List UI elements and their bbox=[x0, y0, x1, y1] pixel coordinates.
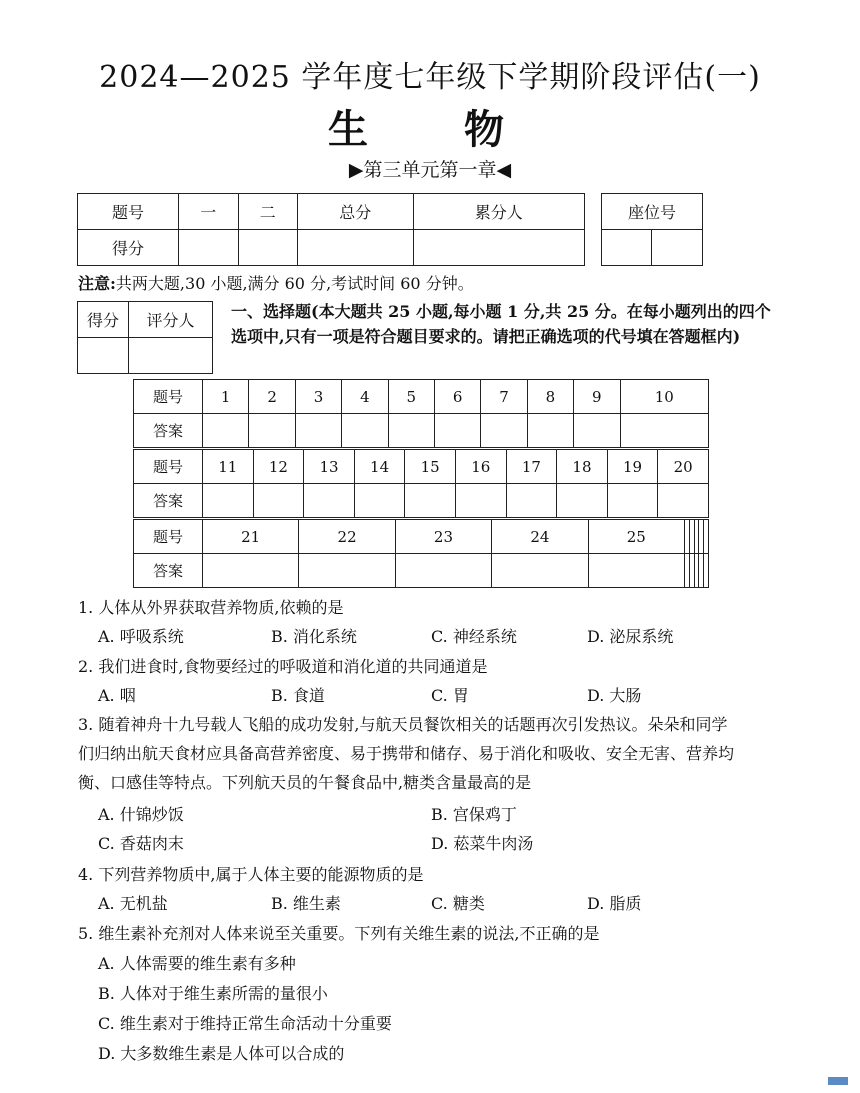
question-3-option-d[interactable]: D. 菘菜牛肉汤 bbox=[431, 834, 534, 853]
answer-cell[interactable] bbox=[253, 484, 304, 518]
qnum-cell: 18 bbox=[557, 450, 608, 484]
qnum-cell: 12 bbox=[253, 450, 304, 484]
qnum-cell: 21 bbox=[203, 520, 299, 554]
grader-table bbox=[77, 301, 213, 374]
grader-score-cell[interactable] bbox=[78, 338, 129, 374]
question-3-line: 3. 随着神舟十九号载人飞船的成功发射,与航天员餐饮相关的话题再次引发热议。朵朵和同学 bbox=[78, 715, 728, 734]
question-3-line: 们归纳出航天食材应具备高营养密度、易于携带和储存、易于消化和吸收、安全无害、营养均 bbox=[78, 744, 735, 763]
answer-grid-qrow bbox=[134, 380, 709, 414]
exam-note bbox=[78, 271, 474, 294]
score-header-cell: 二 bbox=[238, 194, 298, 230]
qnum-cell: 4 bbox=[342, 380, 388, 414]
score-cell[interactable] bbox=[298, 230, 413, 266]
question-3-option-c[interactable]: C. 香菇肉末 bbox=[98, 834, 184, 853]
score-table bbox=[77, 193, 585, 266]
qnum-cell bbox=[704, 520, 709, 554]
score-row-label: 得分 bbox=[78, 230, 179, 266]
qnum-cell: 24 bbox=[492, 520, 588, 554]
answer-cell[interactable] bbox=[607, 484, 658, 518]
grader-name-label: 评分人 bbox=[129, 302, 213, 338]
answer-cell[interactable] bbox=[203, 554, 299, 588]
answer-cell[interactable] bbox=[203, 484, 254, 518]
answer-cell[interactable] bbox=[704, 554, 709, 588]
answer-grid-1 bbox=[133, 379, 709, 448]
answer-cell[interactable] bbox=[574, 414, 620, 448]
answer-cell[interactable] bbox=[434, 414, 480, 448]
qnum-cell: 15 bbox=[405, 450, 456, 484]
score-header-cell: 题号 bbox=[78, 194, 179, 230]
qnum-cell: 16 bbox=[455, 450, 506, 484]
note-text: 共两大题,30 小题,满分 60 分,考试时间 60 分钟。 bbox=[115, 274, 474, 293]
answer-grid-qrow bbox=[134, 450, 709, 484]
question-5-option-a[interactable]: A. 人体需要的维生素有多种 bbox=[98, 954, 296, 973]
answer-cell[interactable] bbox=[588, 554, 684, 588]
answer-cell[interactable] bbox=[388, 414, 434, 448]
qnum-cell: 23 bbox=[395, 520, 491, 554]
answer-grid-3 bbox=[133, 519, 709, 588]
question-3-option-b[interactable]: B. 宫保鸡丁 bbox=[431, 805, 517, 824]
seat-cell[interactable] bbox=[602, 230, 652, 266]
answer-cell[interactable] bbox=[295, 414, 341, 448]
grader-name-cell[interactable] bbox=[129, 338, 213, 374]
answer-label: 答案 bbox=[134, 484, 203, 518]
question-5-option-b[interactable]: B. 人体对于维生素所需的量很小 bbox=[98, 984, 328, 1003]
qnum-cell: 8 bbox=[527, 380, 573, 414]
question-3-stem bbox=[78, 710, 778, 797]
answer-cell[interactable] bbox=[492, 554, 588, 588]
qnum-cell: 5 bbox=[388, 380, 434, 414]
qnum-cell: 14 bbox=[354, 450, 405, 484]
question-5-option-c[interactable]: C. 维生素对于维持正常生命活动十分重要 bbox=[98, 1014, 392, 1033]
score-cell[interactable] bbox=[238, 230, 298, 266]
seat-cell[interactable] bbox=[652, 230, 703, 266]
answer-cell[interactable] bbox=[620, 414, 708, 448]
answer-grid-arow bbox=[134, 554, 709, 588]
exam-title: 2024—2025 学年度七年级下学期阶段评估(一) bbox=[99, 60, 761, 95]
question-1-option-c[interactable]: C. 神经系统 bbox=[431, 627, 517, 646]
qnum-cell: 13 bbox=[304, 450, 355, 484]
answer-cell[interactable] bbox=[481, 414, 527, 448]
subject-title: 生 物 bbox=[328, 106, 532, 153]
answer-cell[interactable] bbox=[658, 484, 709, 518]
qnum-cell: 1 bbox=[203, 380, 249, 414]
answer-cell[interactable] bbox=[506, 484, 557, 518]
question-3-line: 衡、口感佳等特点。下列航天员的午餐食品中,糖类含量最高的是 bbox=[78, 773, 532, 792]
question-5-option-d[interactable]: D. 大多数维生素是人体可以合成的 bbox=[98, 1044, 345, 1063]
seat-table bbox=[601, 193, 703, 266]
qnum-cell: 2 bbox=[249, 380, 295, 414]
note-label: 注意: bbox=[78, 274, 116, 293]
answer-cell[interactable] bbox=[354, 484, 405, 518]
qnum-cell: 6 bbox=[434, 380, 480, 414]
score-cell[interactable] bbox=[413, 230, 584, 266]
question-2-option-d[interactable]: D. 大肠 bbox=[587, 686, 642, 705]
score-header-cell: 一 bbox=[179, 194, 239, 230]
qnum-label: 题号 bbox=[134, 450, 203, 484]
answer-cell[interactable] bbox=[203, 414, 249, 448]
score-cell[interactable] bbox=[179, 230, 239, 266]
qnum-cell: 25 bbox=[588, 520, 684, 554]
answer-cell[interactable] bbox=[395, 554, 491, 588]
unit-label bbox=[0, 155, 860, 182]
qnum-cell: 22 bbox=[299, 520, 395, 554]
question-3-option-a[interactable]: A. 什锦炒饭 bbox=[98, 805, 184, 824]
section-heading: 一、选择题(本大题共 25 小题,每小题 1 分,共 25 分。在每小题列出的四个选项中,只有一项是符合题目要求的。请把正确选项的代号填在答题框内) bbox=[231, 302, 771, 346]
unit-text: ▶第三单元第一章◀ bbox=[348, 159, 512, 181]
question-1-stem: 1. 人体从外界获取营养物质,依赖的是 bbox=[78, 598, 344, 617]
question-4-option-b[interactable]: B. 维生素 bbox=[271, 894, 341, 913]
question-1-option-b[interactable]: B. 消化系统 bbox=[271, 627, 357, 646]
question-2-option-b[interactable]: B. 食道 bbox=[271, 686, 325, 705]
qnum-cell: 19 bbox=[607, 450, 658, 484]
answer-cell[interactable] bbox=[249, 414, 295, 448]
answer-grid-qrow bbox=[134, 520, 709, 554]
qnum-cell: 11 bbox=[203, 450, 254, 484]
question-2-stem: 2. 我们进食时,食物要经过的呼吸道和消化道的共同通道是 bbox=[78, 657, 488, 676]
question-2-option-c[interactable]: C. 胃 bbox=[431, 686, 469, 705]
answer-cell[interactable] bbox=[342, 414, 388, 448]
question-1-option-a[interactable]: A. 呼吸系统 bbox=[98, 627, 184, 646]
qnum-cell: 17 bbox=[506, 450, 557, 484]
question-4-stem: 4. 下列营养物质中,属于人体主要的能源物质的是 bbox=[78, 865, 424, 884]
answer-cell[interactable] bbox=[304, 484, 355, 518]
qnum-cell: 7 bbox=[481, 380, 527, 414]
score-header-cell: 总分 bbox=[298, 194, 413, 230]
question-5-stem: 5. 维生素补充剂对人体来说至关重要。下列有关维生素的说法,不正确的是 bbox=[78, 924, 600, 943]
answer-cell[interactable] bbox=[405, 484, 456, 518]
watermark-badge bbox=[828, 1077, 848, 1085]
qnum-cell: 10 bbox=[620, 380, 708, 414]
question-4-option-c[interactable]: C. 糖类 bbox=[431, 894, 485, 913]
score-header-cell: 累分人 bbox=[413, 194, 584, 230]
grader-score-label: 得分 bbox=[78, 302, 129, 338]
answer-label: 答案 bbox=[134, 554, 203, 588]
answer-label: 答案 bbox=[134, 414, 203, 448]
qnum-cell: 9 bbox=[574, 380, 620, 414]
answer-grid-arow bbox=[134, 414, 709, 448]
question-2-option-a[interactable]: A. 咽 bbox=[98, 686, 136, 705]
question-4-option-d[interactable]: D. 脂质 bbox=[587, 894, 642, 913]
qnum-label: 题号 bbox=[134, 520, 203, 554]
answer-cell[interactable] bbox=[527, 414, 573, 448]
answer-cell[interactable] bbox=[557, 484, 608, 518]
answer-grid-2 bbox=[133, 449, 709, 518]
answer-cell[interactable] bbox=[299, 554, 395, 588]
answer-cell[interactable] bbox=[455, 484, 506, 518]
seat-label: 座位号 bbox=[602, 194, 703, 230]
question-1-option-d[interactable]: D. 泌尿系统 bbox=[587, 627, 674, 646]
answer-grid-arow bbox=[134, 484, 709, 518]
question-4-option-a[interactable]: A. 无机盐 bbox=[98, 894, 168, 913]
qnum-label: 题号 bbox=[134, 380, 203, 414]
qnum-cell: 20 bbox=[658, 450, 709, 484]
qnum-cell: 3 bbox=[295, 380, 341, 414]
